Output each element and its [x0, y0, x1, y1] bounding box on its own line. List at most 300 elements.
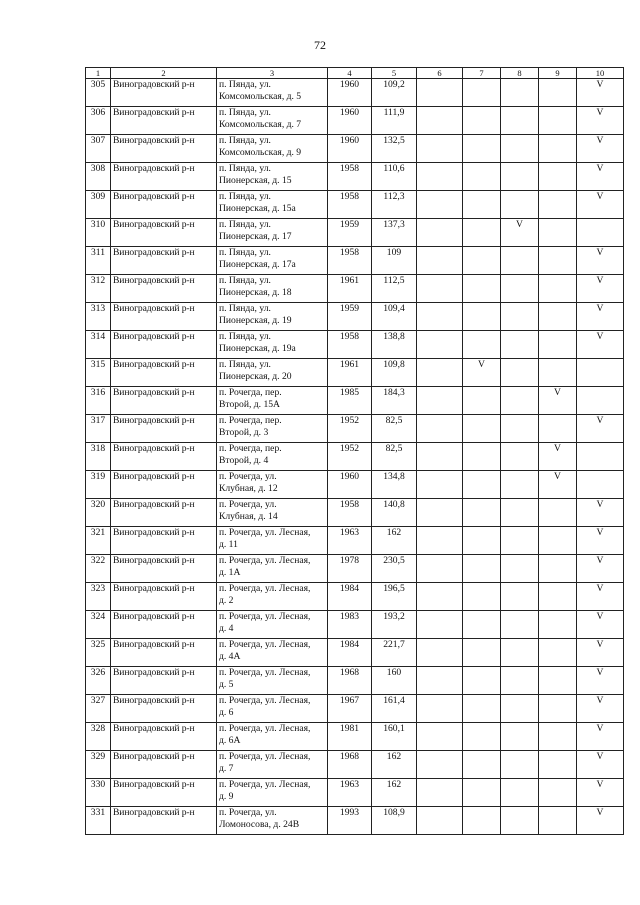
- col9-cell: [539, 79, 577, 107]
- table-row: [86, 499, 624, 527]
- col9-cell: [539, 415, 577, 443]
- col6-cell: [417, 415, 463, 443]
- col9-cell: [539, 135, 577, 163]
- table-row: [86, 191, 624, 219]
- col8-cell: [501, 807, 539, 835]
- year-cell: 1959: [328, 219, 372, 247]
- col10-cell: [577, 219, 624, 247]
- row-number: 312: [86, 275, 111, 303]
- year-cell: 1978: [328, 555, 372, 583]
- col8-cell: [501, 723, 539, 751]
- area-cell: 109,4: [372, 303, 417, 331]
- address-line-2: Пионерская, д. 17: [219, 231, 292, 242]
- col9-cell: [539, 331, 577, 359]
- col9-cell: [539, 499, 577, 527]
- district-cell: Виноградовский р-н: [111, 499, 217, 527]
- col10-cell: V: [577, 275, 624, 303]
- address-line-2: Второй, д. 15А: [219, 399, 280, 410]
- col6-cell: [417, 527, 463, 555]
- row-number: 316: [86, 387, 111, 415]
- col7-cell: [463, 555, 501, 583]
- column-header: 5: [372, 68, 417, 79]
- table-row: [86, 667, 624, 695]
- col6-cell: [417, 471, 463, 499]
- year-cell: 1960: [328, 135, 372, 163]
- address-cell: [217, 191, 328, 219]
- row-number: 313: [86, 303, 111, 331]
- address-cell: [217, 471, 328, 499]
- col6-cell: [417, 443, 463, 471]
- col10-cell: V: [577, 639, 624, 667]
- area-cell: 193,2: [372, 611, 417, 639]
- col7-cell: [463, 219, 501, 247]
- address-line-1: п. Пянда, ул.: [219, 79, 271, 90]
- table-row: [86, 639, 624, 667]
- col10-cell: V: [577, 751, 624, 779]
- table-row: [86, 807, 624, 835]
- address-line-1: п. Рочегда, ул.: [219, 807, 277, 818]
- address-cell: [217, 667, 328, 695]
- address-cell: [217, 695, 328, 723]
- address-cell: [217, 807, 328, 835]
- row-number: 311: [86, 247, 111, 275]
- district-cell: Виноградовский р-н: [111, 555, 217, 583]
- table-row: [86, 219, 624, 247]
- col6-cell: [417, 499, 463, 527]
- col6-cell: [417, 639, 463, 667]
- col10-cell: V: [577, 583, 624, 611]
- col10-cell: V: [577, 499, 624, 527]
- address-line-1: п. Пянда, ул.: [219, 135, 271, 146]
- address-line-1: п. Рочегда, ул. Лесная,: [219, 639, 311, 650]
- table-row: [86, 275, 624, 303]
- col8-cell: [501, 611, 539, 639]
- col6-cell: [417, 331, 463, 359]
- col10-cell: V: [577, 667, 624, 695]
- col10-cell: V: [577, 331, 624, 359]
- table-row: [86, 331, 624, 359]
- address-line-2: Пионерская, д. 15: [219, 175, 292, 186]
- col6-cell: [417, 695, 463, 723]
- year-cell: 1959: [328, 303, 372, 331]
- col9-cell: [539, 723, 577, 751]
- row-number: 326: [86, 667, 111, 695]
- table-body: [86, 79, 624, 835]
- col9-cell: [539, 163, 577, 191]
- row-number: 329: [86, 751, 111, 779]
- col8-cell: [501, 555, 539, 583]
- area-cell: 140,8: [372, 499, 417, 527]
- col8-cell: [501, 387, 539, 415]
- address-line-2: Пионерская, д. 18: [219, 287, 292, 298]
- address-line-2: д. 5: [219, 679, 234, 690]
- row-number: 321: [86, 527, 111, 555]
- address-line-1: п. Пянда, ул.: [219, 219, 271, 230]
- area-cell: 108,9: [372, 807, 417, 835]
- col9-cell: [539, 583, 577, 611]
- col8-cell: [501, 583, 539, 611]
- address-line-2: д. 4А: [219, 651, 241, 662]
- col6-cell: [417, 611, 463, 639]
- address-line-1: п. Рочегда, пер.: [219, 387, 282, 398]
- column-header: 4: [328, 68, 372, 79]
- district-cell: Виноградовский р-н: [111, 163, 217, 191]
- col7-cell: [463, 583, 501, 611]
- district-cell: Виноградовский р-н: [111, 471, 217, 499]
- col9-cell: [539, 695, 577, 723]
- table-row: [86, 723, 624, 751]
- row-number: 320: [86, 499, 111, 527]
- col7-cell: [463, 191, 501, 219]
- column-header: 6: [417, 68, 463, 79]
- district-cell: Виноградовский р-н: [111, 779, 217, 807]
- col8-cell: V: [501, 219, 539, 247]
- district-cell: Виноградовский р-н: [111, 247, 217, 275]
- col7-cell: [463, 471, 501, 499]
- col6-cell: [417, 135, 463, 163]
- address-line-1: п. Рочегда, ул. Лесная,: [219, 527, 311, 538]
- address-cell: [217, 527, 328, 555]
- col10-cell: V: [577, 611, 624, 639]
- column-header: 7: [463, 68, 501, 79]
- column-header: 2: [111, 68, 217, 79]
- year-cell: 1985: [328, 387, 372, 415]
- col9-cell: [539, 639, 577, 667]
- district-cell: Виноградовский р-н: [111, 723, 217, 751]
- area-cell: 112,5: [372, 275, 417, 303]
- year-cell: 1958: [328, 331, 372, 359]
- col8-cell: [501, 359, 539, 387]
- area-cell: 109: [372, 247, 417, 275]
- col6-cell: [417, 751, 463, 779]
- year-cell: 1960: [328, 107, 372, 135]
- col8-cell: [501, 527, 539, 555]
- address-line-1: п. Пянда, ул.: [219, 359, 271, 370]
- year-cell: 1960: [328, 471, 372, 499]
- address-line-2: д. 9: [219, 791, 234, 802]
- area-cell: 111,9: [372, 107, 417, 135]
- col8-cell: [501, 107, 539, 135]
- address-line-2: Комсомольская, д. 7: [219, 119, 302, 130]
- col9-cell: V: [539, 443, 577, 471]
- year-cell: 1952: [328, 443, 372, 471]
- col9-cell: V: [539, 471, 577, 499]
- address-line-1: п. Рочегда, ул. Лесная,: [219, 751, 311, 762]
- address-line-1: п. Пянда, ул.: [219, 247, 271, 258]
- col10-cell: V: [577, 247, 624, 275]
- row-number: 319: [86, 471, 111, 499]
- row-number: 308: [86, 163, 111, 191]
- col6-cell: [417, 191, 463, 219]
- address-cell: [217, 359, 328, 387]
- address-line-2: Пионерская, д. 19: [219, 315, 292, 326]
- address-line-2: д. 11: [219, 539, 238, 550]
- address-line-1: п. Рочегда, ул. Лесная,: [219, 723, 311, 734]
- year-cell: 1967: [328, 695, 372, 723]
- row-number: 309: [86, 191, 111, 219]
- row-number: 318: [86, 443, 111, 471]
- col6-cell: [417, 79, 463, 107]
- address-cell: [217, 303, 328, 331]
- address-line-2: Пионерская, д. 20: [219, 371, 292, 382]
- col8-cell: [501, 415, 539, 443]
- area-cell: 162: [372, 779, 417, 807]
- header-row: [86, 68, 624, 79]
- district-cell: Виноградовский р-н: [111, 331, 217, 359]
- district-cell: Виноградовский р-н: [111, 387, 217, 415]
- address-cell: [217, 387, 328, 415]
- col7-cell: [463, 779, 501, 807]
- col7-cell: V: [463, 359, 501, 387]
- col7-cell: [463, 415, 501, 443]
- address-line-1: п. Рочегда, пер.: [219, 443, 282, 454]
- col6-cell: [417, 807, 463, 835]
- col10-cell: [577, 471, 624, 499]
- col10-cell: [577, 359, 624, 387]
- area-cell: 109,8: [372, 359, 417, 387]
- address-line-1: п. Пянда, ул.: [219, 107, 271, 118]
- col9-cell: [539, 191, 577, 219]
- col7-cell: [463, 275, 501, 303]
- col10-cell: V: [577, 695, 624, 723]
- address-line-1: п. Рочегда, ул.: [219, 499, 277, 510]
- col8-cell: [501, 443, 539, 471]
- address-line-1: п. Рочегда, ул. Лесная,: [219, 779, 311, 790]
- area-cell: 138,8: [372, 331, 417, 359]
- table-row: [86, 303, 624, 331]
- address-cell: [217, 107, 328, 135]
- col8-cell: [501, 163, 539, 191]
- col9-cell: [539, 667, 577, 695]
- district-cell: Виноградовский р-н: [111, 359, 217, 387]
- col8-cell: [501, 275, 539, 303]
- col7-cell: [463, 723, 501, 751]
- address-line-2: д. 6А: [219, 735, 241, 746]
- col8-cell: [501, 667, 539, 695]
- col6-cell: [417, 779, 463, 807]
- col7-cell: [463, 107, 501, 135]
- table-row: [86, 583, 624, 611]
- address-line-2: Пионерская, д. 15а: [219, 203, 296, 214]
- area-cell: 82,5: [372, 415, 417, 443]
- address-cell: [217, 443, 328, 471]
- year-cell: 1984: [328, 583, 372, 611]
- address-cell: [217, 555, 328, 583]
- col10-cell: V: [577, 555, 624, 583]
- col8-cell: [501, 471, 539, 499]
- district-cell: Виноградовский р-н: [111, 219, 217, 247]
- year-cell: 1958: [328, 191, 372, 219]
- table-row: [86, 779, 624, 807]
- table-row: [86, 471, 624, 499]
- table-row: [86, 555, 624, 583]
- district-cell: Виноградовский р-н: [111, 695, 217, 723]
- year-cell: 1960: [328, 79, 372, 107]
- year-cell: 1968: [328, 751, 372, 779]
- column-header: 10: [577, 68, 624, 79]
- address-line-2: д. 4: [219, 623, 234, 634]
- year-cell: 1993: [328, 807, 372, 835]
- col6-cell: [417, 583, 463, 611]
- col10-cell: [577, 387, 624, 415]
- district-cell: Виноградовский р-н: [111, 107, 217, 135]
- district-cell: Виноградовский р-н: [111, 751, 217, 779]
- table-row: [86, 135, 624, 163]
- col8-cell: [501, 303, 539, 331]
- address-line-1: п. Пянда, ул.: [219, 303, 271, 314]
- district-cell: Виноградовский р-н: [111, 191, 217, 219]
- col7-cell: [463, 163, 501, 191]
- address-cell: [217, 583, 328, 611]
- col8-cell: [501, 135, 539, 163]
- col7-cell: [463, 639, 501, 667]
- column-header: 8: [501, 68, 539, 79]
- area-cell: 162: [372, 751, 417, 779]
- address-cell: [217, 415, 328, 443]
- col7-cell: [463, 303, 501, 331]
- address-line-2: д. 1А: [219, 567, 241, 578]
- address-cell: [217, 751, 328, 779]
- table-row: [86, 79, 624, 107]
- address-cell: [217, 499, 328, 527]
- address-line-1: п. Рочегда, пер.: [219, 415, 282, 426]
- col9-cell: [539, 779, 577, 807]
- address-line-1: п. Пянда, ул.: [219, 275, 271, 286]
- address-line-1: п. Пянда, ул.: [219, 163, 271, 174]
- area-cell: 161,4: [372, 695, 417, 723]
- row-number: 305: [86, 79, 111, 107]
- col7-cell: [463, 611, 501, 639]
- address-cell: [217, 331, 328, 359]
- col10-cell: [577, 443, 624, 471]
- district-cell: Виноградовский р-н: [111, 527, 217, 555]
- table-row: [86, 247, 624, 275]
- row-number: 322: [86, 555, 111, 583]
- address-line-1: п. Пянда, ул.: [219, 331, 271, 342]
- address-line-1: п. Рочегда, ул. Лесная,: [219, 555, 311, 566]
- col6-cell: [417, 163, 463, 191]
- address-line-1: п. Пянда, ул.: [219, 191, 271, 202]
- area-cell: 110,6: [372, 163, 417, 191]
- column-header: 9: [539, 68, 577, 79]
- district-cell: Виноградовский р-н: [111, 611, 217, 639]
- address-line-2: Комсомольская, д. 9: [219, 147, 302, 158]
- col8-cell: [501, 499, 539, 527]
- area-cell: 109,2: [372, 79, 417, 107]
- address-cell: [217, 611, 328, 639]
- column-header: 3: [217, 68, 328, 79]
- col7-cell: [463, 667, 501, 695]
- year-cell: 1961: [328, 275, 372, 303]
- col8-cell: [501, 639, 539, 667]
- row-number: 310: [86, 219, 111, 247]
- col9-cell: [539, 359, 577, 387]
- col7-cell: [463, 751, 501, 779]
- col10-cell: V: [577, 415, 624, 443]
- col6-cell: [417, 219, 463, 247]
- address-cell: [217, 247, 328, 275]
- col8-cell: [501, 247, 539, 275]
- table-row: [86, 387, 624, 415]
- col8-cell: [501, 191, 539, 219]
- col6-cell: [417, 387, 463, 415]
- row-number: 327: [86, 695, 111, 723]
- year-cell: 1963: [328, 779, 372, 807]
- col6-cell: [417, 303, 463, 331]
- area-cell: 221,7: [372, 639, 417, 667]
- col9-cell: [539, 555, 577, 583]
- district-cell: Виноградовский р-н: [111, 135, 217, 163]
- address-line-2: д. 7: [219, 763, 234, 774]
- address-cell: [217, 135, 328, 163]
- area-cell: 112,3: [372, 191, 417, 219]
- address-cell: [217, 79, 328, 107]
- area-cell: 134,8: [372, 471, 417, 499]
- col7-cell: [463, 807, 501, 835]
- year-cell: 1981: [328, 723, 372, 751]
- area-cell: 132,5: [372, 135, 417, 163]
- address-cell: [217, 723, 328, 751]
- year-cell: 1968: [328, 667, 372, 695]
- col7-cell: [463, 527, 501, 555]
- col7-cell: [463, 135, 501, 163]
- district-cell: Виноградовский р-н: [111, 79, 217, 107]
- address-line-2: Клубная, д. 12: [219, 483, 278, 494]
- address-cell: [217, 219, 328, 247]
- address-cell: [217, 639, 328, 667]
- row-number: 307: [86, 135, 111, 163]
- col8-cell: [501, 331, 539, 359]
- col10-cell: V: [577, 527, 624, 555]
- col10-cell: V: [577, 163, 624, 191]
- col7-cell: [463, 443, 501, 471]
- col9-cell: [539, 611, 577, 639]
- page-number: 72: [314, 38, 326, 52]
- col9-cell: [539, 247, 577, 275]
- table-row: [86, 751, 624, 779]
- col10-cell: V: [577, 191, 624, 219]
- col9-cell: [539, 219, 577, 247]
- row-number: 323: [86, 583, 111, 611]
- area-cell: 82,5: [372, 443, 417, 471]
- row-number: 325: [86, 639, 111, 667]
- district-cell: Виноградовский р-н: [111, 639, 217, 667]
- table-row: [86, 415, 624, 443]
- address-line-1: п. Рочегда, ул. Лесная,: [219, 695, 311, 706]
- col6-cell: [417, 723, 463, 751]
- address-line-2: д. 6: [219, 707, 234, 718]
- address-line-2: Пионерская, д. 17а: [219, 259, 296, 270]
- col9-cell: [539, 751, 577, 779]
- year-cell: 1983: [328, 611, 372, 639]
- col7-cell: [463, 499, 501, 527]
- col9-cell: [539, 527, 577, 555]
- row-number: 328: [86, 723, 111, 751]
- col6-cell: [417, 275, 463, 303]
- address-line-1: п. Рочегда, ул. Лесная,: [219, 667, 311, 678]
- col10-cell: V: [577, 807, 624, 835]
- year-cell: 1958: [328, 247, 372, 275]
- col6-cell: [417, 247, 463, 275]
- table-row: [86, 359, 624, 387]
- address-cell: [217, 779, 328, 807]
- table-row: [86, 107, 624, 135]
- district-cell: Виноградовский р-н: [111, 275, 217, 303]
- year-cell: 1958: [328, 499, 372, 527]
- col9-cell: [539, 807, 577, 835]
- address-line-2: Ломоносова, д. 24В: [219, 819, 300, 830]
- area-cell: 184,3: [372, 387, 417, 415]
